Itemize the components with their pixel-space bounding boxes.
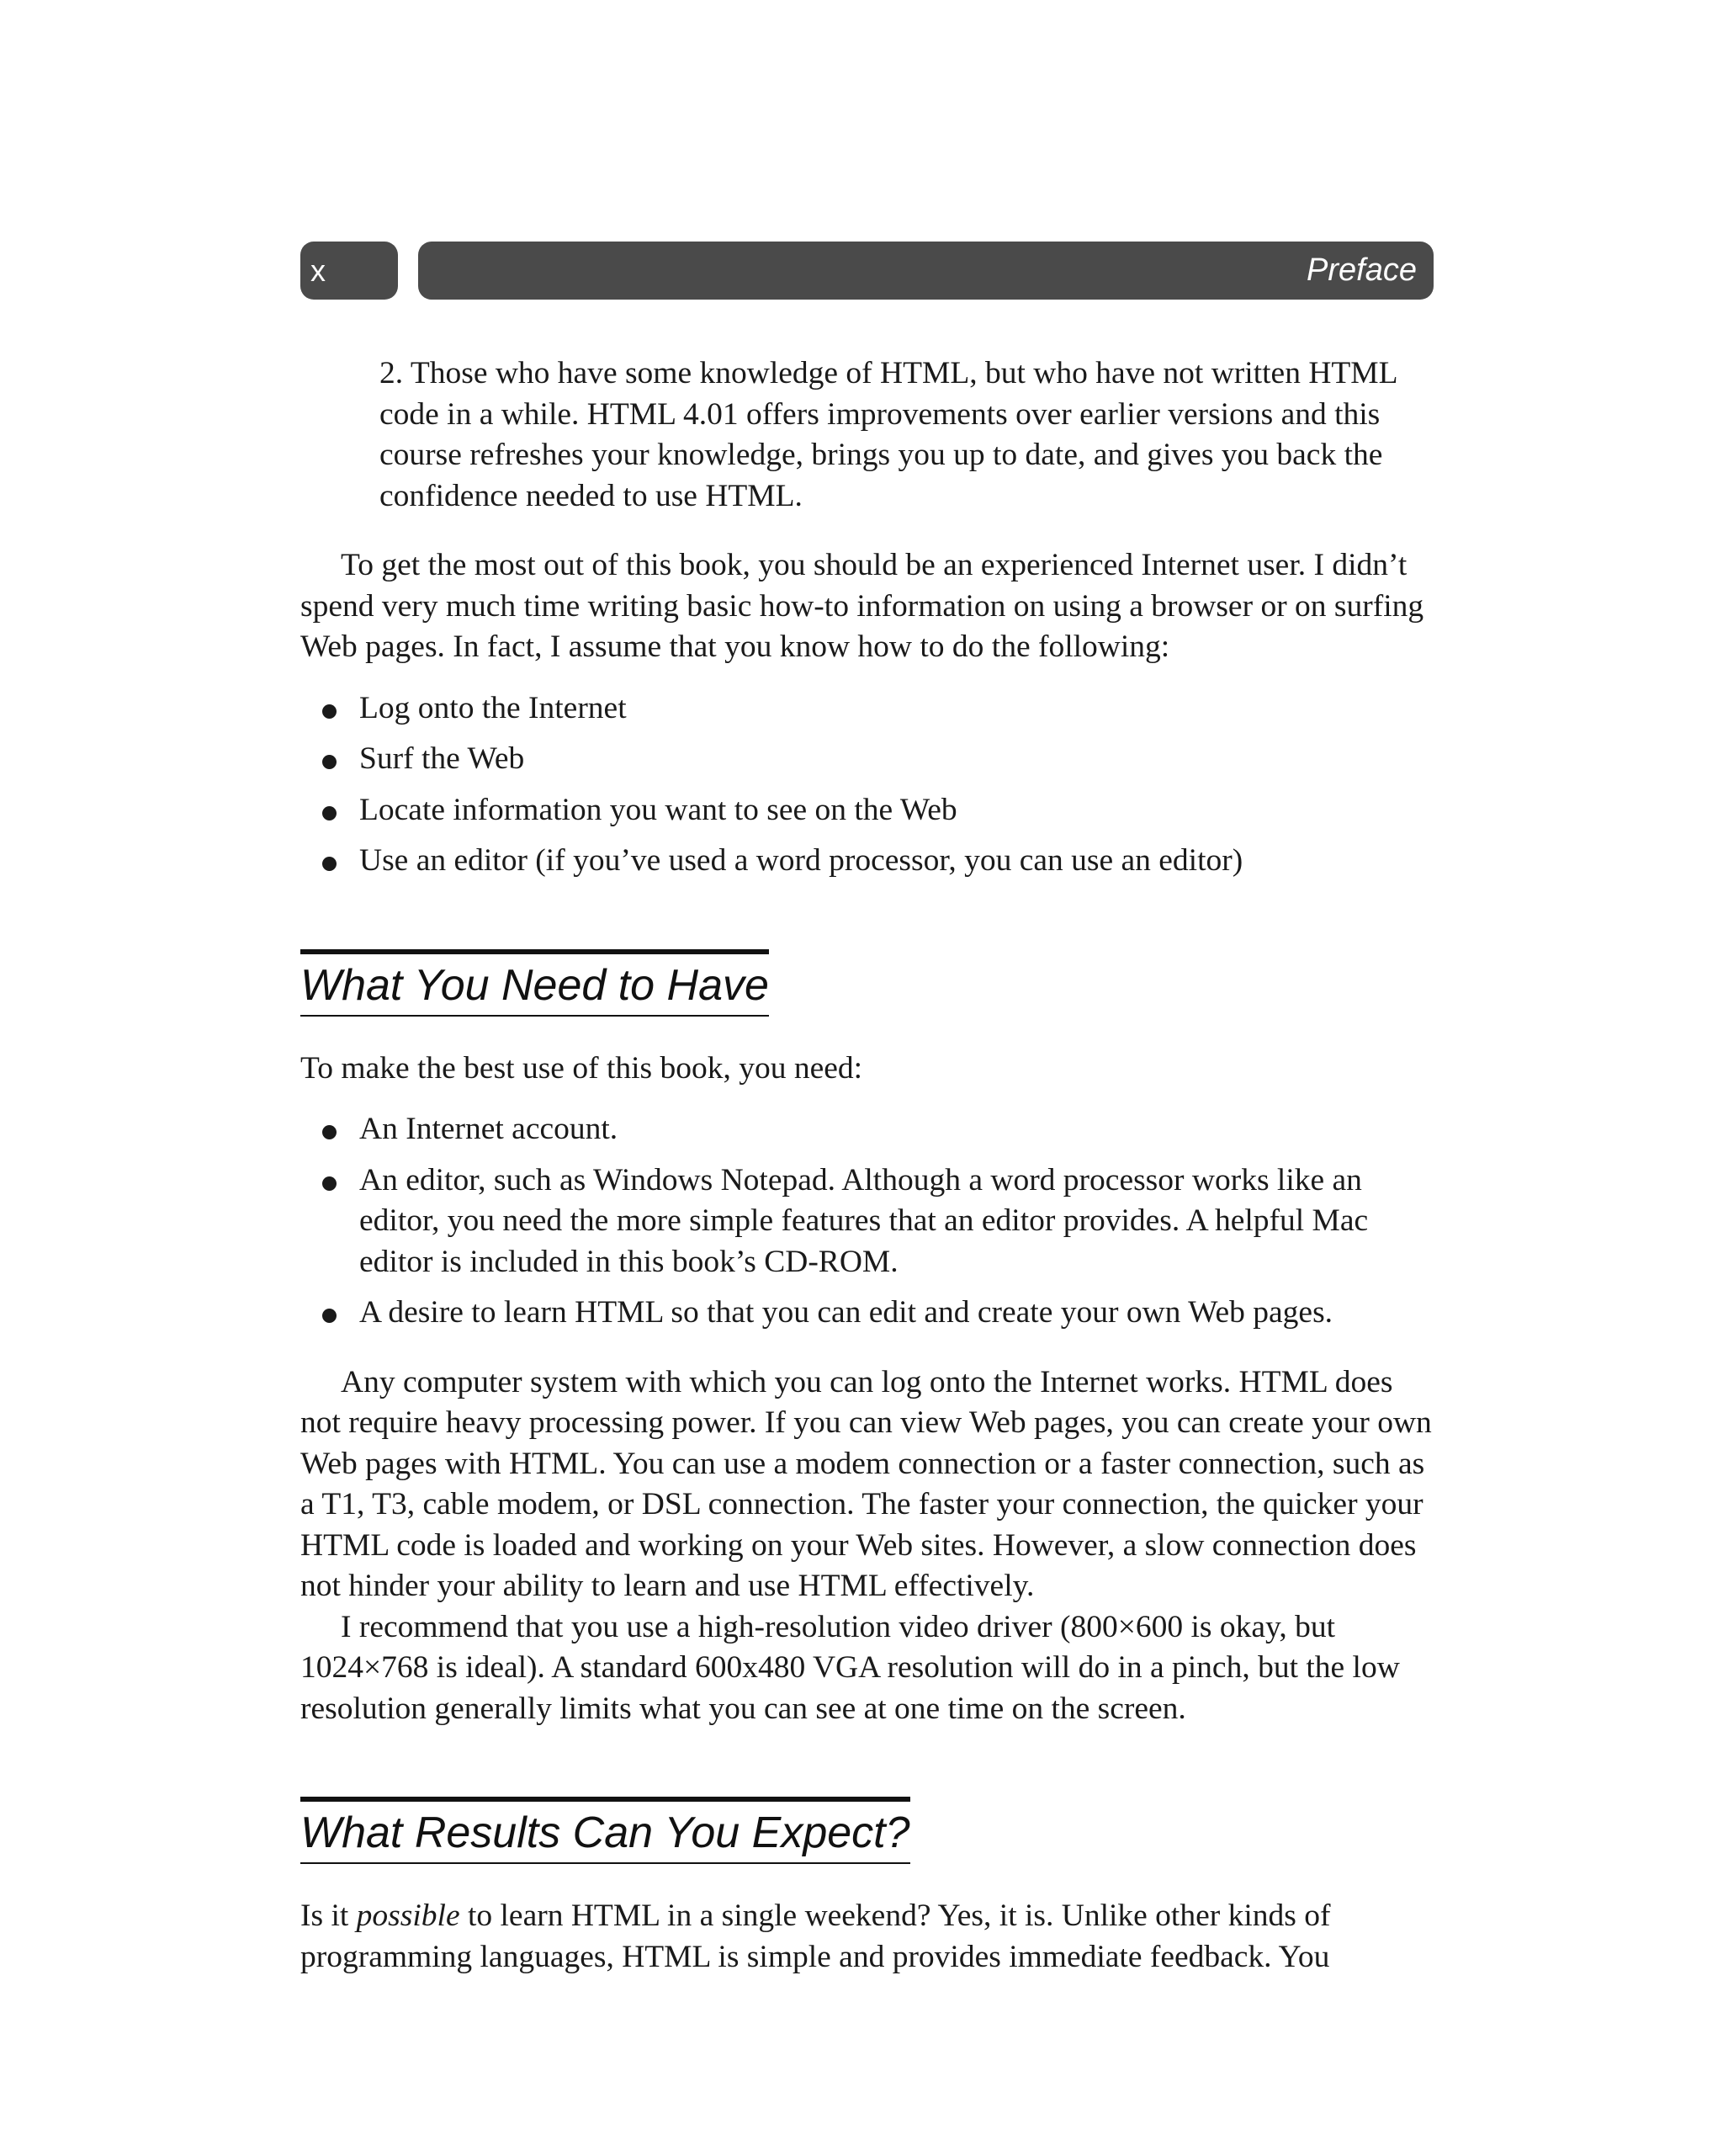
bullet-icon (322, 1176, 337, 1191)
bullet-icon (322, 1125, 337, 1139)
requirements-list (300, 1109, 1436, 1334)
results-paragraph (300, 1896, 1436, 1978)
section-what-results (300, 1797, 1436, 1864)
list-item (300, 790, 1436, 831)
page-number: x (300, 242, 398, 300)
prerequisites-paragraph: To get the most out of this book, you should be an experienced Internet user. I didn’t spend very much time writing basic how-to information on using a browser or on surfing Web pages. In fact, I assume that you know how to do the following: (300, 548, 1424, 664)
running-header (300, 242, 1434, 300)
list-item (300, 688, 1436, 730)
section-heading: What You Need to Have (300, 949, 769, 1017)
bullet-icon (322, 1309, 337, 1323)
list-item-text: Surf the Web (359, 741, 525, 776)
results-emphasis: possible (356, 1898, 460, 1933)
list-item-text: Log onto the Internet (359, 690, 627, 725)
numbered-item (379, 353, 1436, 517)
list-item (300, 1109, 1436, 1150)
list-item-text: Locate information you want to see on the Web (359, 792, 957, 827)
bullet-icon (322, 755, 337, 769)
item-text: Those who have some knowledge of HTML, but who have not written HTML code in a while. HTML 4.01 offers improvements over earlier versions and this course refreshes your knowledge, brings you up to date, and gives you back the confidence needed to use HTML. (379, 356, 1397, 513)
list-item-text: A desire to learn HTML so that you can edit and create your own Web pages. (359, 1295, 1333, 1330)
section-heading: What Results Can You Expect? (300, 1797, 910, 1864)
list-item (300, 739, 1436, 780)
prerequisites-list (300, 688, 1436, 882)
bullet-icon (322, 857, 337, 871)
item-number: 2. (379, 356, 404, 390)
list-item (300, 841, 1436, 882)
requirements-intro: To make the best use of this book, you need: (300, 1050, 863, 1086)
page-body (300, 353, 1436, 1978)
system-paragraph: Any computer system with which you can log onto the Internet works. HTML does not require heavy processing power. If you can view Web pages, you can create your own Web pages with HTML. You can use a modem connection or a faster connection, such as a T1, T3, cable modem, or DSL connection. The faster your connection, the quicker your HTML code is loaded and working on your Web sites. However, a slow connection does not hinder your ability to learn and use HTML effectively. (300, 1364, 1432, 1603)
section-title: Preface (418, 242, 1434, 300)
list-item-text: An editor, such as Windows Notepad. Although a word processor works like an editor, you need the more simple features that an editor provides. A helpful Mac editor is included in this book’s CD-ROM. (359, 1162, 1369, 1279)
results-text-start: Is it (300, 1898, 357, 1933)
list-item (300, 1293, 1436, 1334)
list-item-text: An Internet account. (359, 1112, 618, 1146)
bullet-icon (322, 806, 337, 820)
list-item (300, 1160, 1436, 1283)
results-text-end: to learn HTML in a single weekend? Yes, it is. Unlike other kinds of programming languages, HTML is simple and provides immediate feedback. You (300, 1898, 1331, 1974)
resolution-paragraph: I recommend that you use a high-resolution video driver (800×600 is okay, but 1024×768 is ideal). A standard 600x480 VGA resolution will do in a pinch, but the low resolution generally limits what you can see at one time on the screen. (300, 1609, 1400, 1726)
section-what-you-need (300, 949, 1436, 1017)
bullet-icon (322, 704, 337, 719)
list-item-text: Use an editor (if you’ve used a word processor, you can use an editor) (359, 843, 1243, 878)
